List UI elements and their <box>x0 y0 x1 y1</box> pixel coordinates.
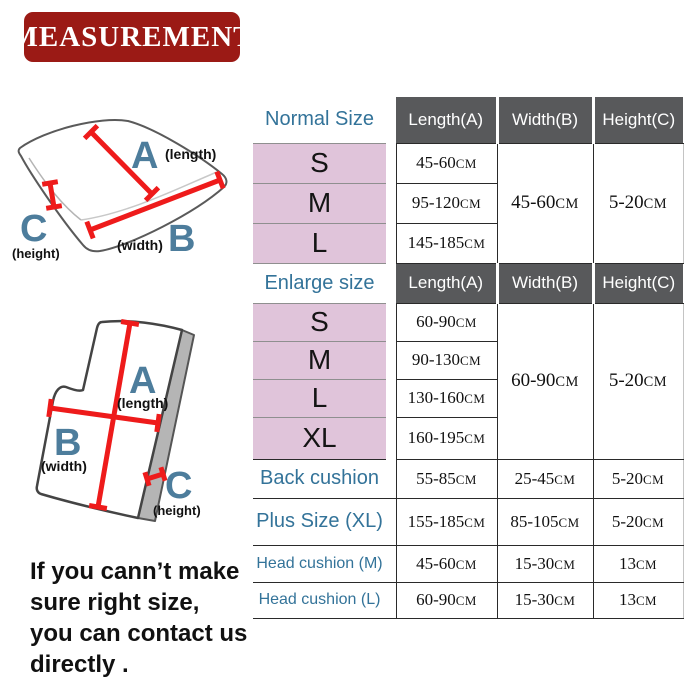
length-cell: 60-90CM <box>396 582 497 618</box>
width-label: (width) <box>117 237 163 253</box>
table-row <box>253 582 683 618</box>
gutter <box>386 417 396 459</box>
contact-note <box>30 556 247 680</box>
letter-c: C <box>165 465 193 507</box>
width-label: (width) <box>41 458 87 474</box>
table-row <box>253 263 683 303</box>
size-cell: XL <box>253 417 386 459</box>
table-row <box>253 97 683 143</box>
gutter <box>386 303 396 341</box>
letter-b: B <box>168 218 196 260</box>
length-cell: 45-60CM <box>396 545 497 582</box>
gutter <box>386 341 396 379</box>
column-header-length: Length(A) <box>396 263 497 303</box>
gutter <box>386 263 396 303</box>
width-cell: 60-90CM <box>497 303 593 459</box>
gutter <box>386 183 396 223</box>
column-header-length: Length(A) <box>396 97 497 143</box>
letter-a: A <box>131 135 159 177</box>
width-cell: 25-45CM <box>497 459 593 498</box>
length-cell: 90-130CM <box>396 341 497 379</box>
gutter <box>386 143 396 183</box>
note-line: If you cann’t make <box>30 558 240 585</box>
table-row <box>253 143 683 183</box>
size-cell: L <box>253 379 386 417</box>
title-badge <box>10 12 254 62</box>
width-cell: 85-105CM <box>497 498 593 545</box>
section-label: Normal Size <box>253 97 386 143</box>
l-cover-diagram <box>5 293 250 553</box>
gutter <box>386 459 396 498</box>
gutter <box>386 379 396 417</box>
column-header-height: Height(C) <box>593 97 683 143</box>
height-cell: 5-20CM <box>593 459 683 498</box>
column-header-width: Width(B) <box>497 263 593 303</box>
length-cell: 145-185CM <box>396 223 497 263</box>
row-label: Head cushion (M) <box>253 545 386 582</box>
length-cell: 130-160CM <box>396 379 497 417</box>
section-label: Enlarge size <box>253 263 386 303</box>
size-cell: S <box>253 303 386 341</box>
row-label: Head cushion (L) <box>253 582 386 618</box>
measurement-table <box>253 97 684 619</box>
table-row <box>253 498 683 545</box>
gutter <box>386 223 396 263</box>
column-header-height: Height(C) <box>593 263 683 303</box>
letter-a: A <box>129 360 157 402</box>
size-cell: M <box>253 183 386 223</box>
seat-cushion-diagram <box>5 88 250 293</box>
length-cell: 155-185CM <box>396 498 497 545</box>
height-cell: 5-20CM <box>593 303 683 459</box>
column-header-width: Width(B) <box>497 97 593 143</box>
note-line: sure right size, <box>30 589 200 616</box>
size-cell: M <box>253 341 386 379</box>
height-label: (height) <box>153 503 201 518</box>
length-cell: 45-60CM <box>396 143 497 183</box>
height-cell: 5-20CM <box>593 498 683 545</box>
table-row <box>253 303 683 341</box>
gutter <box>386 582 396 618</box>
width-cell: 15-30CM <box>497 582 593 618</box>
height-label: (height) <box>12 246 60 261</box>
letter-b: B <box>54 422 82 464</box>
height-cell: 5-20CM <box>593 143 683 263</box>
row-label: Plus Size (XL) <box>253 498 386 545</box>
size-cell: L <box>253 223 386 263</box>
length-label: (length) <box>165 146 217 162</box>
gutter <box>386 498 396 545</box>
table-row <box>253 545 683 582</box>
length-cell: 55-85CM <box>396 459 497 498</box>
width-cell: 15-30CM <box>497 545 593 582</box>
size-cell: S <box>253 143 386 183</box>
length-label: (length) <box>117 395 169 411</box>
note-line: you can contact us <box>30 620 248 647</box>
length-cell: 160-195CM <box>396 417 497 459</box>
gutter <box>386 97 396 143</box>
width-cell: 45-60CM <box>497 143 593 263</box>
length-cell: 95-120CM <box>396 183 497 223</box>
table-row <box>253 459 683 498</box>
length-cell: 60-90CM <box>396 303 497 341</box>
height-cell: 13CM <box>593 582 683 618</box>
gutter <box>386 545 396 582</box>
row-label: Back cushion <box>253 459 386 498</box>
note-line: directly . <box>30 651 129 678</box>
height-cell: 13CM <box>593 545 683 582</box>
page-title: MEASUREMENT <box>10 20 254 53</box>
letter-c: C <box>20 208 48 250</box>
